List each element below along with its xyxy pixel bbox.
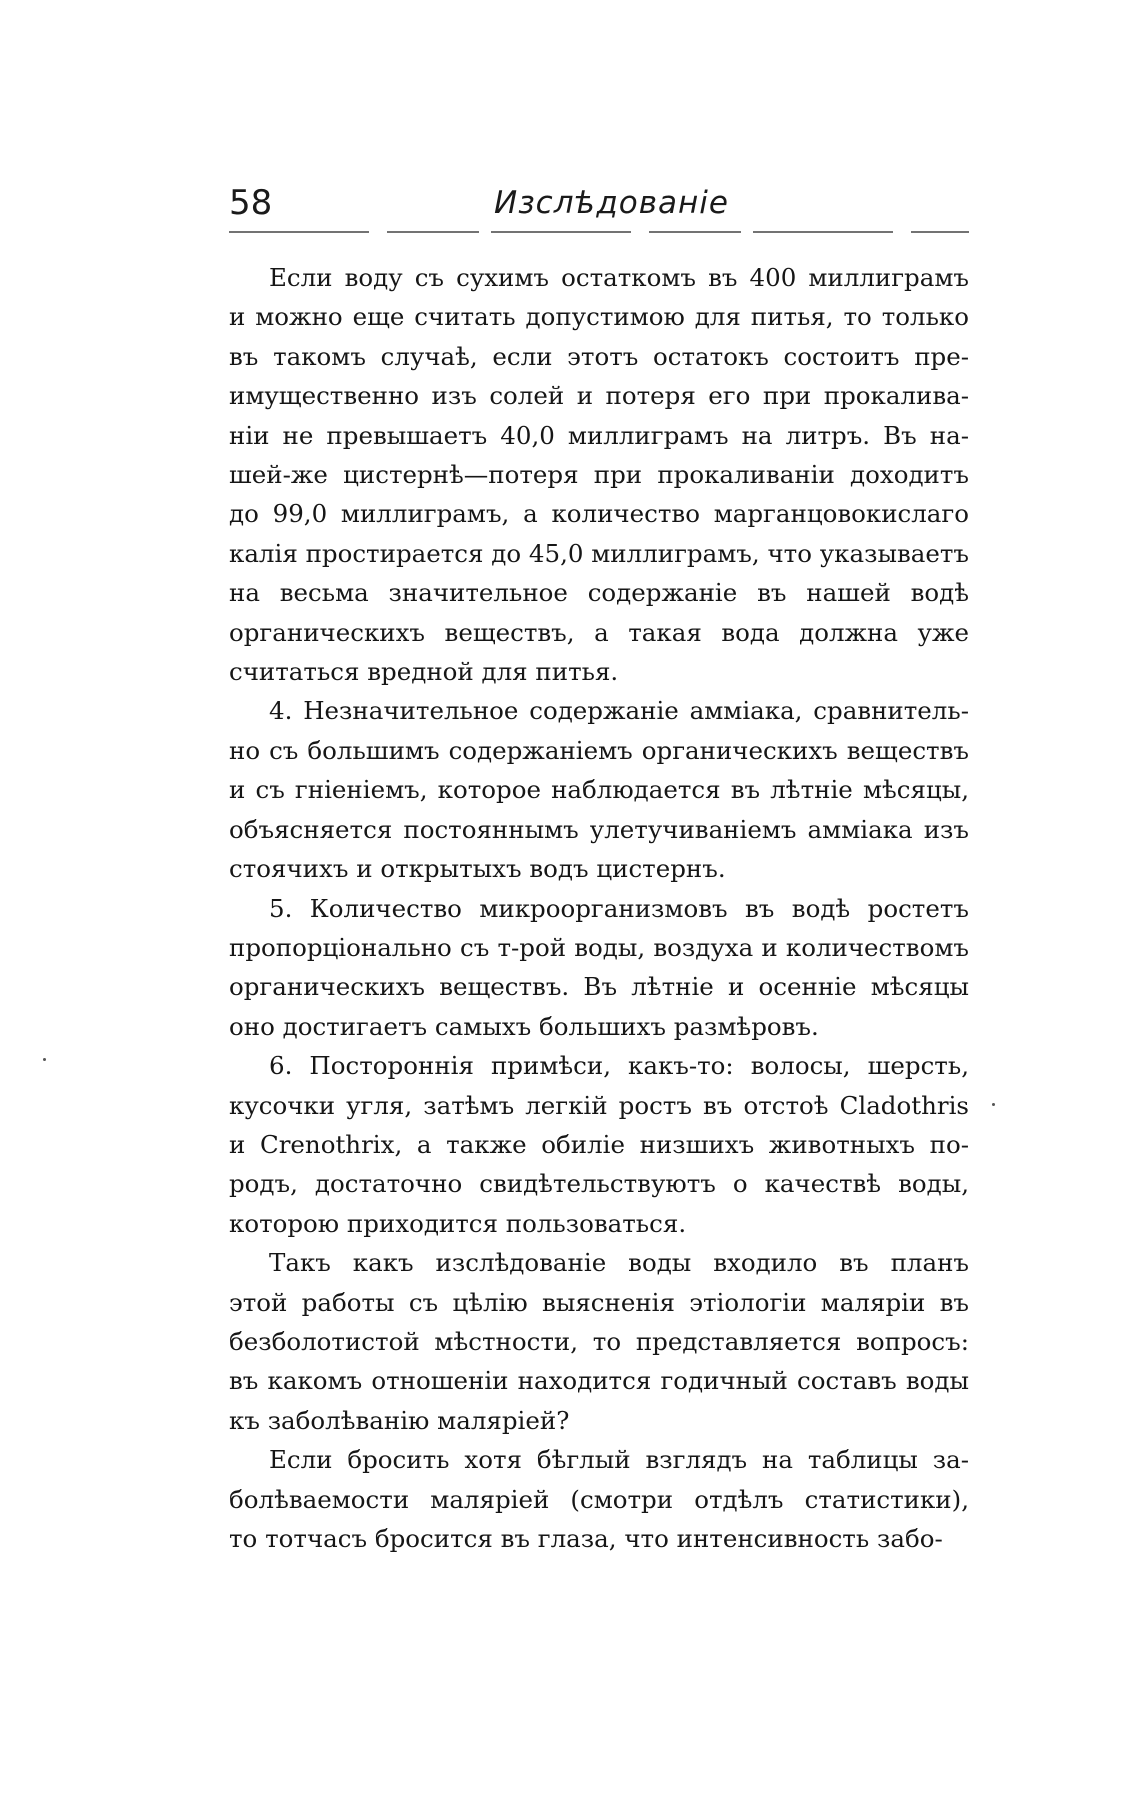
text-line: пропорціонально съ т-рой воды, воздуха и количествомъ — [229, 932, 969, 962]
text-line: 5. Количество микроорганизмовъ въ водѣ ростетъ — [269, 893, 969, 923]
text-line: Если воду съ сухимъ остаткомъ въ 400 миллиграмъ — [269, 263, 969, 292]
text-line: имущественно изъ солей и потеря его при прокалива- — [229, 381, 969, 411]
text-line: Такъ какъ изслѣдованіе воды входило въ планъ — [269, 1248, 969, 1278]
text-line: на весьма значительное содержаніе въ нашей водѣ — [229, 578, 969, 608]
text-line: и Crenothrix, а также обиліе низшихъ животныхъ по- — [229, 1129, 969, 1159]
text-line: органическихъ веществъ. Въ лѣтніе и осенніе мѣсяцы — [229, 972, 969, 1002]
margin-dot — [992, 1103, 995, 1106]
text-line: объясняется постояннымъ улетучиваніемъ амміака изъ — [229, 814, 969, 844]
text-line: безболотистой мѣстности, то представляется вопросъ: — [229, 1326, 969, 1356]
text-line: считаться вредной для питья. — [229, 657, 619, 687]
text-line: къ заболѣванію маляріей? — [229, 1405, 570, 1435]
paragraph — [229, 889, 969, 1047]
text-line: въ такомъ случаѣ, если этотъ остатокъ состоитъ пре- — [229, 341, 969, 371]
running-title: Изслѣдованіе — [494, 185, 729, 221]
page-number: 58 — [229, 183, 273, 223]
text-line: калія простирается до 45,0 миллиграмъ, что указываетъ — [229, 538, 969, 568]
text-line: органическихъ веществъ, а такая вода должна уже — [229, 617, 969, 647]
text-line: но съ большимъ содержаніемъ органическихъ веществъ — [229, 735, 969, 765]
text-line: то тотчасъ бросится въ глаза, что интенсивность забо- — [229, 1524, 943, 1553]
paragraph — [229, 691, 969, 888]
text-line: стоячихъ и открытыхъ водъ цистернъ. — [229, 854, 726, 884]
text-line: Если бросить хотя бѣглый взглядъ на таблицы за- — [269, 1445, 969, 1475]
paragraph — [229, 258, 969, 691]
text-line: и съ гніеніемъ, которое наблюдается въ лѣтніе мѣсяцы, — [229, 775, 969, 805]
text-line: шей-же цистернѣ—потеря при прокаливаніи доходитъ — [229, 460, 969, 490]
text-line: въ какомъ отношеніи находится годичный составъ воды — [229, 1366, 969, 1396]
text-line: ніи не превышаетъ 40,0 миллиграмъ на литръ. Въ на- — [229, 420, 969, 450]
text-line: 6. Постороннія примѣси, какъ-то: волосы, шерсть, — [269, 1051, 969, 1081]
text-line: оно достигаетъ самыхъ большихъ размѣровъ. — [229, 1011, 819, 1041]
body-text — [229, 258, 969, 1558]
paragraph — [229, 1046, 969, 1243]
text-line: и можно еще считать допустимою для питья, то только — [229, 302, 969, 332]
page-header — [229, 183, 969, 233]
text-line: 4. Незначительное содержаніе амміака, сравнитель- — [269, 696, 969, 726]
text-line: болѣваемости маляріей (смотри отдѣлъ статистики), — [229, 1484, 969, 1514]
paragraph — [229, 1440, 969, 1558]
text-line: до 99,0 миллиграмъ, а количество марганцовокислаго — [229, 499, 969, 529]
text-line: которою приходится пользоваться. — [229, 1208, 687, 1238]
paragraph — [229, 1243, 969, 1440]
margin-dot — [43, 1058, 46, 1061]
text-line: родъ, достаточно свидѣтельствуютъ о качествѣ воды, — [229, 1169, 969, 1199]
text-line: этой работы съ цѣлію выясненія этіологіи маляріи въ — [229, 1287, 969, 1317]
text-line: кусочки угля, затѣмъ легкій ростъ въ отстоѣ Cladothris — [229, 1090, 969, 1120]
header-rule — [229, 231, 969, 233]
